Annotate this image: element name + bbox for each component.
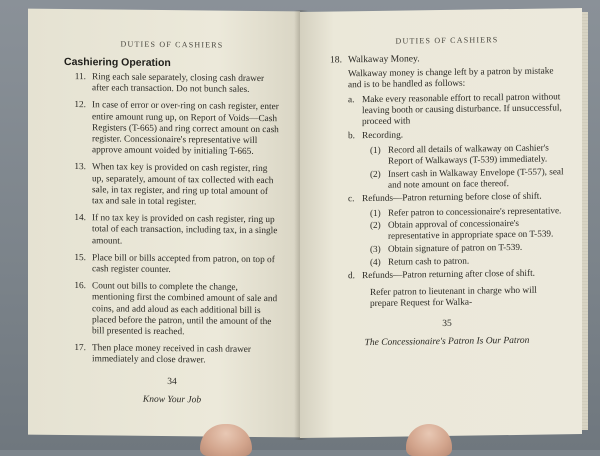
nested-text: Insert cash in Walkaway Envelope (T-557), seal and note amount on face thereof. — [388, 166, 564, 190]
open-booklet — [28, 10, 586, 442]
list-item — [64, 162, 280, 209]
item-text: Ring each sale separately, closing cash drawer after each transaction. Do not bunch sales. — [92, 72, 265, 96]
page-number: 34 — [167, 376, 177, 387]
item-number: 16. — [74, 281, 86, 292]
nested-text: Return cash to patron. — [388, 255, 470, 267]
sub-text: Refunds—Patron returning before close of shift. — [362, 191, 542, 204]
sub-item — [348, 129, 564, 143]
nested-label: (2) — [370, 220, 381, 231]
sub-text: Make every reasonable effort to recall patron without leaving booth or causing disturbance. If unsuccessful, proceed with — [362, 92, 562, 128]
sub-text: Recording. — [362, 130, 404, 142]
list-item — [64, 72, 280, 97]
page-number: 35 — [442, 318, 452, 329]
section-heading — [330, 51, 564, 66]
nested-item — [370, 254, 564, 268]
item-number: 12. — [74, 100, 86, 111]
sub-item — [348, 191, 564, 205]
nested-text: Record all details of walkaway on Cashier's Report of Walkaways (T-539) immediately. — [388, 142, 549, 166]
nested-label: (4) — [370, 256, 381, 267]
sub-item — [348, 268, 564, 282]
page-footer: Know Your Job — [142, 394, 202, 406]
nested-label: (2) — [370, 168, 381, 179]
list-item — [64, 100, 280, 158]
nested-label: (1) — [370, 207, 381, 218]
left-page — [28, 9, 300, 438]
item-text: Place bill or bills accepted from patron, on top of cash register counter. — [92, 253, 275, 276]
sub-text: Refunds—Patron returning after close of shift. — [362, 268, 535, 281]
nested-label: (1) — [370, 145, 381, 156]
page-edges — [582, 12, 588, 430]
running-head: DUTIES OF CASHIERS — [120, 39, 224, 50]
sub-label: d. — [348, 270, 355, 281]
item-number: 13. — [74, 162, 86, 173]
item-text: Count out bills to complete the change, mentioning first the combined amount of sale and coins, and add aloud as each additional bill is placed before the patron, until the amount of the bill presented is reached. — [92, 281, 278, 338]
item-text: Then place money received in cash drawer immediately and close drawer. — [92, 343, 252, 366]
nested-text: Refer patron to concessionaire's representative. — [388, 204, 562, 218]
item-number: 15. — [74, 252, 86, 264]
item-text: If no tax key is provided on cash register, ring up total of each transaction, including tax, in a single amount. — [92, 213, 278, 247]
sub-label: b. — [348, 131, 355, 142]
list-item — [64, 213, 280, 249]
item-number: 11. — [74, 72, 86, 83]
item-number: 17. — [74, 343, 86, 354]
item-number: 18. — [330, 54, 342, 66]
nested-text: Obtain signature of patron on T-539. — [388, 241, 523, 254]
nested-item — [370, 143, 564, 167]
nested-item — [370, 205, 564, 219]
list-item — [64, 343, 280, 368]
page-footer: The Concessionaire's Patron Is Our Patron — [364, 335, 530, 348]
right-page — [300, 8, 582, 438]
item-text: When tax key is provided on cash register, ring up, separately, amount of tax collected with each sale, in tax register, and ring up total amount of tax and sale in total register. — [92, 162, 274, 208]
list-item — [64, 281, 280, 339]
nested-item — [370, 218, 564, 242]
item-text: In case of error or over-ring on cash register, enter entire amount rung up, on Report of Voids—Cash Registers (T-665) and ring correct amount on cash register. Concessionaire's representative will approve amount voided by initialing T-665. — [92, 100, 279, 158]
nested-label: (3) — [370, 243, 381, 254]
heading-text: Walkaway Money. — [348, 53, 420, 66]
running-head: DUTIES OF CASHIERS — [395, 35, 499, 46]
sub-label: c. — [348, 193, 355, 204]
intro-text: Walkaway money is change left by a patron by mistake and is to be handled as follows: — [348, 66, 554, 91]
nested-item — [370, 166, 564, 190]
section-title: Cashiering Operation — [64, 55, 171, 70]
sub-item — [348, 93, 564, 129]
nested-text: Obtain approval of concessionaire's representative in appropriate space on T-539. — [388, 218, 554, 241]
nested-item — [370, 241, 564, 255]
item-number: 14. — [74, 213, 86, 224]
sub-label: a. — [348, 95, 355, 106]
paragraph: Refer patron to lieutenant in charge who will prepare Request for Walka- — [370, 285, 537, 309]
list-item — [64, 253, 280, 278]
